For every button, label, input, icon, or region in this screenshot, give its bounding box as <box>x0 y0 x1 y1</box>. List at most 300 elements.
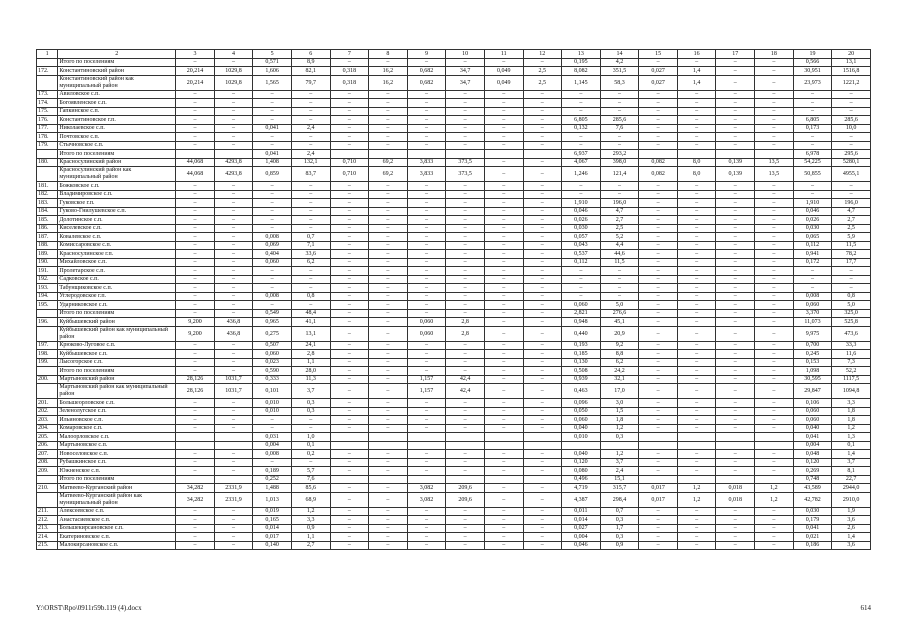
value-cell: – <box>523 367 562 376</box>
value-cell: 0,057 <box>562 233 601 242</box>
value-cell: – <box>214 250 253 259</box>
table-row <box>37 199 871 208</box>
value-cell: – <box>446 116 485 125</box>
value-cell: – <box>832 133 871 142</box>
value-cell: – <box>639 207 678 216</box>
value-cell: – <box>407 267 446 276</box>
value-cell: – <box>369 275 408 284</box>
value-cell: – <box>484 318 523 327</box>
value-cell: – <box>793 90 832 99</box>
value-cell: – <box>369 250 408 259</box>
value-cell: – <box>446 358 485 367</box>
value-cell: – <box>369 358 408 367</box>
value-cell: – <box>407 116 446 125</box>
value-cell: – <box>523 424 562 433</box>
value-cell: – <box>484 190 523 199</box>
value-cell: – <box>446 275 485 284</box>
table-row <box>37 516 871 525</box>
row-number-cell: 198. <box>37 350 58 359</box>
value-cell: – <box>330 416 369 425</box>
table-row <box>37 484 871 493</box>
value-cell: – <box>639 326 678 341</box>
table-row <box>37 399 871 408</box>
header-cell: 5 <box>253 50 292 59</box>
value-cell: – <box>407 207 446 216</box>
value-cell: 9,975 <box>793 326 832 341</box>
value-cell: 0,060 <box>562 301 601 310</box>
value-cell: 45,1 <box>600 318 639 327</box>
value-cell: – <box>214 116 253 125</box>
value-cell: 0,186 <box>793 541 832 550</box>
row-number-cell: 177. <box>37 124 58 133</box>
value-cell: – <box>214 182 253 191</box>
value-cell: – <box>639 224 678 233</box>
value-cell <box>484 150 523 159</box>
value-cell <box>639 150 678 159</box>
header-cell: 20 <box>832 50 871 59</box>
value-cell: – <box>716 533 755 542</box>
value-cell: 0,120 <box>562 458 601 467</box>
value-cell: – <box>330 492 369 507</box>
value-cell: 4955,1 <box>832 167 871 182</box>
value-cell <box>330 441 369 450</box>
value-cell: 1,565 <box>253 75 292 90</box>
value-cell: – <box>214 416 253 425</box>
value-cell: – <box>407 284 446 293</box>
row-name-cell: Лысогорское с.п. <box>58 358 176 367</box>
value-cell: 1,910 <box>793 199 832 208</box>
value-cell: 473,6 <box>832 326 871 341</box>
value-cell: – <box>291 107 330 116</box>
value-cell: – <box>755 233 794 242</box>
value-cell: – <box>755 541 794 550</box>
value-cell: 10,0 <box>832 124 871 133</box>
value-cell: – <box>176 358 215 367</box>
value-cell: 0,041 <box>253 150 292 159</box>
value-cell: 34,7 <box>446 75 485 90</box>
table-row <box>37 533 871 542</box>
value-cell: – <box>176 99 215 108</box>
row-name-cell: Гуково-Гнилушевское с.п. <box>58 207 176 216</box>
value-cell: – <box>793 107 832 116</box>
value-cell: – <box>523 124 562 133</box>
row-name-cell: Итого по поселениям <box>58 475 176 484</box>
value-cell: 0,571 <box>253 58 292 67</box>
value-cell: – <box>214 107 253 116</box>
value-cell: – <box>716 133 755 142</box>
value-cell: – <box>523 58 562 67</box>
table-row <box>37 58 871 67</box>
row-name-cell: Ильиновское с.п. <box>58 416 176 425</box>
value-cell: 0,050 <box>562 407 601 416</box>
row-number-cell: 184. <box>37 207 58 216</box>
value-cell: – <box>523 241 562 250</box>
value-cell: – <box>793 267 832 276</box>
value-cell: 0,318 <box>330 75 369 90</box>
value-cell: 29,847 <box>793 384 832 399</box>
value-cell: 285,6 <box>832 116 871 125</box>
value-cell: – <box>291 190 330 199</box>
value-cell: – <box>832 190 871 199</box>
value-cell: – <box>176 458 215 467</box>
value-cell: 0,082 <box>639 167 678 182</box>
value-cell: 69,2 <box>369 158 408 167</box>
value-cell: 7,3 <box>832 358 871 367</box>
value-cell: – <box>291 207 330 216</box>
value-cell: – <box>716 350 755 359</box>
value-cell: – <box>214 216 253 225</box>
value-cell: – <box>716 309 755 318</box>
value-cell: – <box>369 133 408 142</box>
value-cell: – <box>176 107 215 116</box>
value-cell: – <box>677 90 716 99</box>
value-cell: – <box>446 284 485 293</box>
value-cell: – <box>484 399 523 408</box>
value-cell: – <box>407 301 446 310</box>
value-cell <box>562 441 601 450</box>
value-cell: – <box>639 516 678 525</box>
value-cell: 2,6 <box>832 524 871 533</box>
row-name-cell: Гуковское г.п. <box>58 199 176 208</box>
value-cell <box>716 475 755 484</box>
value-cell: 0,096 <box>562 399 601 408</box>
value-cell: – <box>407 399 446 408</box>
value-cell: 0,082 <box>639 158 678 167</box>
value-cell: – <box>214 309 253 318</box>
value-cell: 0,017 <box>639 492 678 507</box>
value-cell: 20,214 <box>176 67 215 76</box>
value-cell: – <box>677 301 716 310</box>
value-cell: 5,9 <box>832 233 871 242</box>
value-cell: 325,0 <box>832 309 871 318</box>
value-cell: – <box>369 350 408 359</box>
table-row <box>37 224 871 233</box>
value-cell: 0,030 <box>793 224 832 233</box>
value-cell: 44,068 <box>176 158 215 167</box>
value-cell: – <box>407 507 446 516</box>
value-cell: 1,2 <box>832 424 871 433</box>
value-cell: – <box>562 190 601 199</box>
value-cell <box>214 441 253 450</box>
value-cell: 0,026 <box>562 216 601 225</box>
value-cell: 3,833 <box>407 158 446 167</box>
row-number-cell: 204. <box>37 424 58 433</box>
value-cell: – <box>176 58 215 67</box>
value-cell: 3,7 <box>600 458 639 467</box>
value-cell: – <box>291 424 330 433</box>
row-name-cell: Итого по поселениям <box>58 309 176 318</box>
row-name-cell: Божковское с.п. <box>58 182 176 191</box>
value-cell: 0,941 <box>793 250 832 259</box>
row-number-cell: 182. <box>37 190 58 199</box>
row-name-cell: Крюково-Луговое с.п. <box>58 341 176 350</box>
value-cell: – <box>677 199 716 208</box>
value-cell: – <box>523 107 562 116</box>
value-cell: – <box>484 207 523 216</box>
value-cell: 4,067 <box>562 158 601 167</box>
value-cell: – <box>523 207 562 216</box>
value-cell: 4,387 <box>562 492 601 507</box>
value-cell: – <box>523 284 562 293</box>
row-name-cell: Константиновский район как муниципальный район <box>58 75 176 90</box>
row-number-cell: 185. <box>37 216 58 225</box>
value-cell: 1117,5 <box>832 375 871 384</box>
value-cell: – <box>330 524 369 533</box>
value-cell: – <box>716 450 755 459</box>
value-cell: – <box>562 267 601 276</box>
value-cell: – <box>369 375 408 384</box>
value-cell: – <box>755 241 794 250</box>
value-cell: – <box>716 207 755 216</box>
row-name-cell: Стычновское с.п. <box>58 141 176 150</box>
header-cell: 4 <box>214 50 253 59</box>
value-cell: – <box>176 533 215 542</box>
value-cell: – <box>330 216 369 225</box>
value-cell: 0,9 <box>291 524 330 533</box>
value-cell: – <box>484 124 523 133</box>
value-cell: – <box>484 484 523 493</box>
value-cell: 4,719 <box>562 484 601 493</box>
value-cell: – <box>639 533 678 542</box>
value-cell: – <box>523 116 562 125</box>
row-name-cell: Мартыновский район <box>58 375 176 384</box>
row-number-cell: 179. <box>37 141 58 150</box>
table-row <box>37 384 871 399</box>
value-cell: – <box>716 416 755 425</box>
value-cell: 0,179 <box>793 516 832 525</box>
row-number-cell <box>37 367 58 376</box>
value-cell: 8,9 <box>291 58 330 67</box>
value-cell: 0,026 <box>793 216 832 225</box>
value-cell: – <box>484 216 523 225</box>
value-cell: – <box>484 275 523 284</box>
value-cell: 0,021 <box>793 533 832 542</box>
value-cell: – <box>484 258 523 267</box>
value-cell: 298,4 <box>600 492 639 507</box>
value-cell: – <box>330 292 369 301</box>
value-cell <box>330 433 369 442</box>
value-cell: 9,2 <box>600 341 639 350</box>
value-cell: 0,252 <box>253 475 292 484</box>
value-cell: – <box>755 458 794 467</box>
value-cell: – <box>484 182 523 191</box>
table-row <box>37 375 871 384</box>
value-cell: – <box>523 341 562 350</box>
table-row <box>37 507 871 516</box>
value-cell: – <box>639 399 678 408</box>
value-cell: – <box>253 199 292 208</box>
row-name-cell: Мартыновский район как муниципальный район <box>58 384 176 399</box>
value-cell: – <box>523 407 562 416</box>
value-cell: 2,8 <box>446 318 485 327</box>
value-cell: 34,7 <box>446 67 485 76</box>
value-cell: 0,9 <box>600 541 639 550</box>
value-cell: – <box>832 284 871 293</box>
value-cell: – <box>176 141 215 150</box>
value-cell: – <box>523 309 562 318</box>
value-cell: – <box>407 516 446 525</box>
row-name-cell: Куйбышевский район <box>58 318 176 327</box>
value-cell <box>214 433 253 442</box>
value-cell: 1,4 <box>677 67 716 76</box>
value-cell: – <box>330 107 369 116</box>
value-cell: 24,2 <box>600 367 639 376</box>
row-number-cell: 183. <box>37 199 58 208</box>
row-number-cell: 212. <box>37 516 58 525</box>
value-cell: 295,6 <box>832 150 871 159</box>
value-cell: – <box>755 133 794 142</box>
value-cell: 0,027 <box>639 75 678 90</box>
value-cell: – <box>523 358 562 367</box>
row-number-cell: 191. <box>37 267 58 276</box>
value-cell: 0,3 <box>600 516 639 525</box>
value-cell: 4,4 <box>600 241 639 250</box>
value-cell: – <box>562 275 601 284</box>
value-cell: – <box>484 492 523 507</box>
value-cell <box>330 475 369 484</box>
row-number-cell: 180. <box>37 158 58 167</box>
value-cell: – <box>484 407 523 416</box>
value-cell: – <box>523 399 562 408</box>
value-cell <box>523 150 562 159</box>
header-cell: 19 <box>793 50 832 59</box>
value-cell: – <box>600 99 639 108</box>
value-cell: 0,060 <box>407 326 446 341</box>
value-cell: – <box>446 107 485 116</box>
value-cell: 42,4 <box>446 384 485 399</box>
value-cell: – <box>484 541 523 550</box>
table-row <box>37 190 871 199</box>
value-cell: 1,2 <box>755 484 794 493</box>
row-name-cell: Авиловское с.п. <box>58 90 176 99</box>
value-cell: – <box>214 58 253 67</box>
value-cell: – <box>755 116 794 125</box>
value-cell: 24,1 <box>291 341 330 350</box>
value-cell: – <box>677 233 716 242</box>
value-cell: – <box>484 224 523 233</box>
value-cell: – <box>677 524 716 533</box>
value-cell: 196,0 <box>832 199 871 208</box>
value-cell: – <box>253 141 292 150</box>
row-number-cell: 199. <box>37 358 58 367</box>
value-cell: 34,282 <box>176 484 215 493</box>
row-number-cell: 193. <box>37 284 58 293</box>
header-row <box>37 50 871 59</box>
value-cell: – <box>639 233 678 242</box>
value-cell: – <box>176 241 215 250</box>
value-cell: 8,0 <box>677 167 716 182</box>
value-cell: 398,0 <box>600 158 639 167</box>
value-cell: – <box>214 124 253 133</box>
row-number-cell: 200. <box>37 375 58 384</box>
row-name-cell: Пролетарское с.п. <box>58 267 176 276</box>
value-cell: – <box>600 182 639 191</box>
value-cell: – <box>176 267 215 276</box>
value-cell: 11,5 <box>600 258 639 267</box>
value-cell: – <box>291 284 330 293</box>
value-cell: – <box>484 326 523 341</box>
value-cell: – <box>716 199 755 208</box>
value-cell: – <box>214 507 253 516</box>
row-number-cell: 201. <box>37 399 58 408</box>
value-cell: – <box>330 116 369 125</box>
value-cell: – <box>446 450 485 459</box>
value-cell: 0,682 <box>407 67 446 76</box>
table-row <box>37 158 871 167</box>
value-cell: 1,7 <box>600 524 639 533</box>
value-cell: – <box>330 224 369 233</box>
value-cell: – <box>330 541 369 550</box>
value-cell: – <box>291 458 330 467</box>
value-cell: 28,126 <box>176 375 215 384</box>
value-cell: – <box>407 182 446 191</box>
value-cell: – <box>176 207 215 216</box>
value-cell: – <box>446 133 485 142</box>
row-name-cell: Богоявленское с.п. <box>58 99 176 108</box>
value-cell: 2331,9 <box>214 492 253 507</box>
value-cell: – <box>446 90 485 99</box>
value-cell: – <box>407 58 446 67</box>
value-cell: 0,060 <box>562 416 601 425</box>
value-cell: – <box>176 233 215 242</box>
value-cell: 15,1 <box>600 475 639 484</box>
value-cell: – <box>755 516 794 525</box>
value-cell: – <box>639 384 678 399</box>
row-number-cell: 206. <box>37 441 58 450</box>
value-cell: – <box>677 224 716 233</box>
row-number-cell: 189. <box>37 250 58 259</box>
value-cell: – <box>291 182 330 191</box>
value-cell: – <box>176 275 215 284</box>
value-cell: – <box>369 516 408 525</box>
value-cell: – <box>755 258 794 267</box>
value-cell: – <box>639 450 678 459</box>
value-cell: – <box>639 141 678 150</box>
row-name-cell: Углеродовское г.п. <box>58 292 176 301</box>
value-cell: – <box>446 207 485 216</box>
value-cell: – <box>484 350 523 359</box>
value-cell: – <box>600 107 639 116</box>
value-cell: 0,140 <box>253 541 292 550</box>
value-cell: 42,4 <box>446 375 485 384</box>
value-cell: 0,682 <box>407 75 446 90</box>
value-cell: – <box>330 341 369 350</box>
value-cell: – <box>176 367 215 376</box>
value-cell: 2910,0 <box>832 492 871 507</box>
value-cell: – <box>677 367 716 376</box>
value-cell: 0,018 <box>716 484 755 493</box>
value-cell: – <box>755 358 794 367</box>
value-cell: – <box>407 199 446 208</box>
value-cell: 0,3 <box>291 407 330 416</box>
value-cell: – <box>755 524 794 533</box>
value-cell: – <box>677 516 716 525</box>
value-cell: – <box>716 358 755 367</box>
row-number-cell: 214. <box>37 533 58 542</box>
value-cell <box>330 150 369 159</box>
value-cell: – <box>716 233 755 242</box>
value-cell: 0,060 <box>407 318 446 327</box>
value-cell: – <box>755 309 794 318</box>
value-cell: 0,189 <box>253 467 292 476</box>
value-cell: 16,2 <box>369 67 408 76</box>
value-cell: – <box>639 358 678 367</box>
value-cell: – <box>407 416 446 425</box>
row-name-cell: Табунщиковское с.п. <box>58 284 176 293</box>
table-row <box>37 358 871 367</box>
value-cell: 83,7 <box>291 167 330 182</box>
value-cell: – <box>407 275 446 284</box>
